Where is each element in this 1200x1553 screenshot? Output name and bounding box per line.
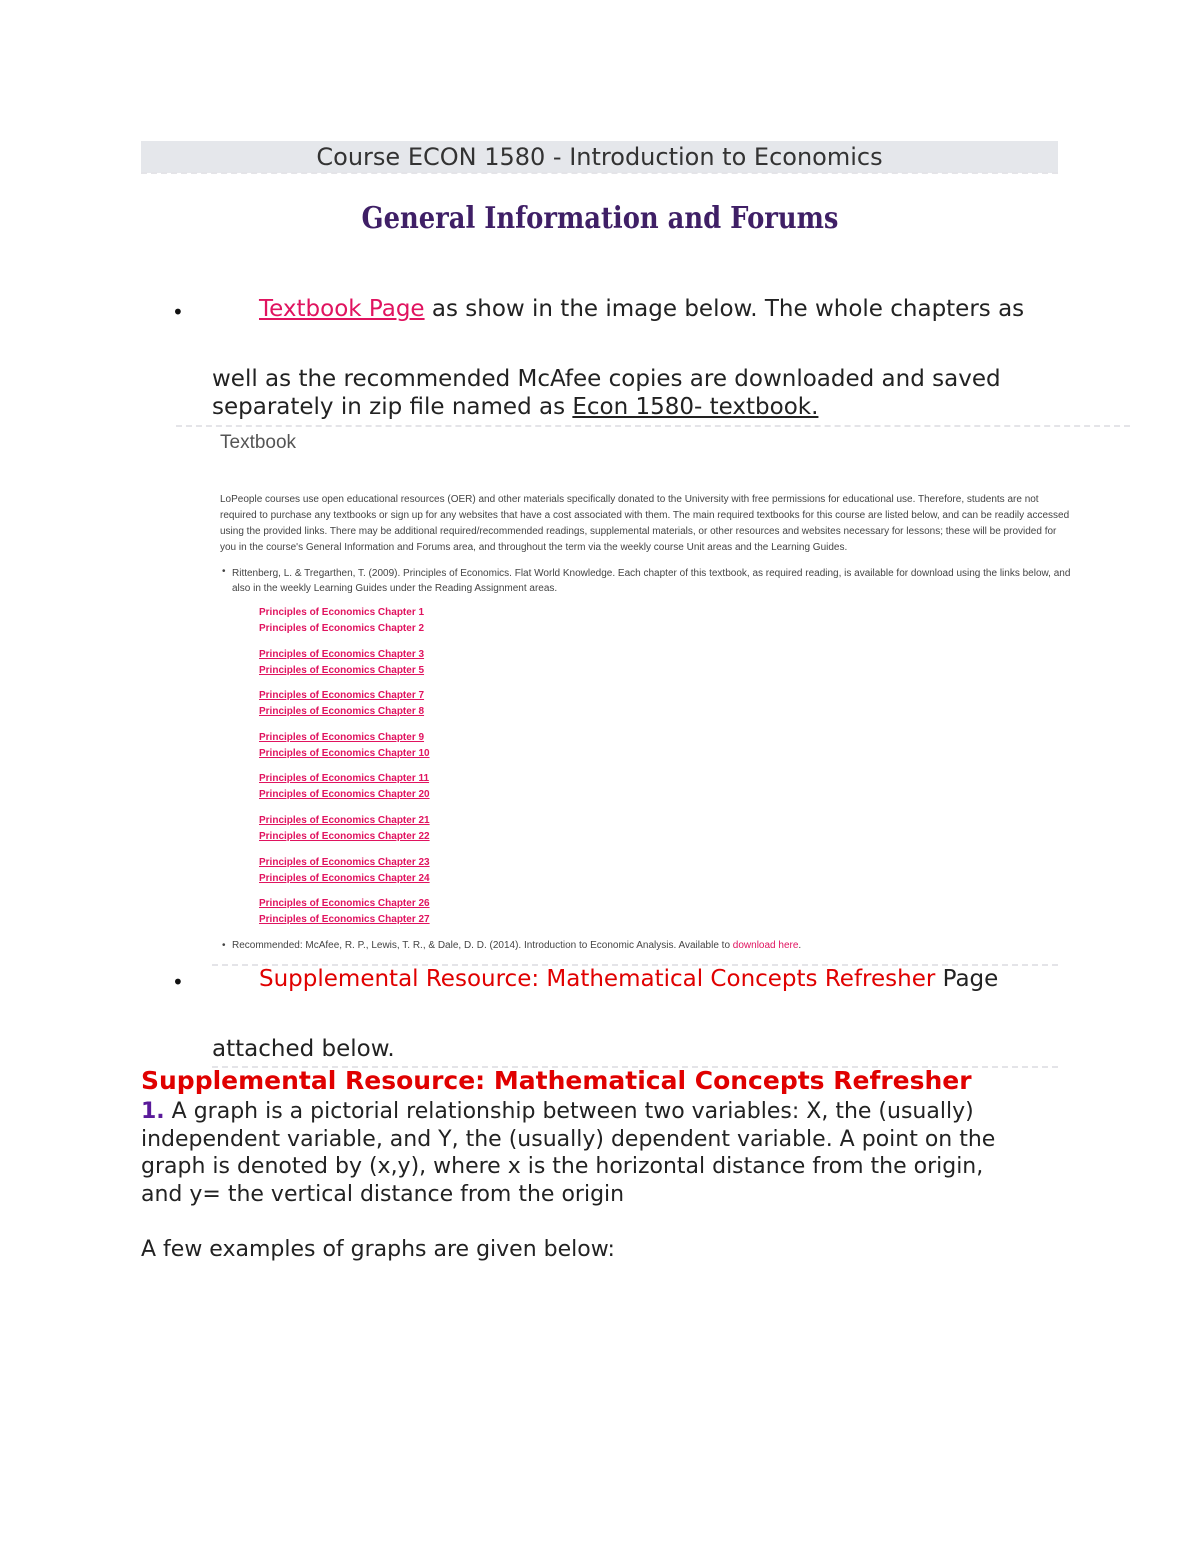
bullet2-text: Page [935, 966, 999, 992]
bullet1-line3 [212, 394, 818, 420]
section-paragraph-line: independent variable, and Y, the (usually) dependent variable. A point on the [141, 1127, 996, 1152]
chapter-link[interactable]: Principles of Economics Chapter 22 [259, 831, 430, 842]
chapter-link[interactable]: Principles of Economics Chapter 2 [259, 623, 425, 634]
item-number: 1. [141, 1099, 165, 1124]
supplemental-resource-link[interactable]: Supplemental Resource: Mathematical Concepts Refresher [259, 966, 936, 992]
bullet-icon: • [222, 940, 226, 951]
course-title: Course ECON 1580 - Introduction to Economics [316, 143, 883, 171]
bullet2-line2: attached below. [212, 1036, 395, 1062]
chapter-link[interactable]: Principles of Economics Chapter 10 [259, 748, 430, 759]
bullet1-line3-text: separately in zip file named as [212, 394, 573, 420]
chapter-link[interactable]: Principles of Economics Chapter 7 [259, 690, 425, 701]
textbook-page-link[interactable]: Textbook Page [259, 296, 425, 322]
section-paragraph-line: graph is denoted by (x,y), where x is the horizontal distance from the origin, [141, 1154, 984, 1179]
bullet-icon: • [222, 566, 226, 577]
course-header [141, 141, 1058, 173]
textbook-reference-line: Rittenberg, L. & Tregarthen, T. (2009). Principles of Economics. Flat World Knowledge. Each chapter of this textbook, as required reading, is available for download using the links below, and [232, 568, 1071, 579]
textbook-paragraph-line: LoPeople courses use open educational resources (OER) and other materials specifically donated to the University with free permissions for educational use. Therefore, students are not [220, 494, 1039, 505]
page-title: General Information and Forums [361, 201, 839, 236]
chapter-link[interactable]: Principles of Economics Chapter 8 [259, 706, 425, 717]
paragraph-text: A graph is a pictorial relationship between two variables: X, the (usually) [164, 1099, 974, 1124]
chapter-link[interactable]: Principles of Economics Chapter 3 [259, 649, 425, 660]
chapter-link[interactable]: Principles of Economics Chapter 11 [259, 773, 430, 784]
section-paragraph-line [141, 1098, 974, 1126]
bullet1-line2: well as the recommended McAfee copies are downloaded and saved [212, 366, 1001, 392]
chapter-link[interactable]: Principles of Economics Chapter 23 [259, 857, 430, 868]
econ-textbook-link[interactable]: Econ 1580- textbook. [572, 394, 819, 420]
textbook-paragraph-line: using the provided links. There may be additional required/recommended readings, supplemental materials, or other resources and websites necessary for lessons; these will be provided for [220, 526, 1057, 537]
chapter-link[interactable]: Principles of Economics Chapter 1 [259, 607, 425, 618]
bullet2-line1 [259, 966, 998, 992]
recommended-text: Recommended: McAfee, R. P., Lewis, T. R., & Dale, D. D. (2014). Introduction to Economic Analysis. Available to [232, 940, 733, 951]
divider [141, 172, 1058, 174]
chapter-link[interactable]: Principles of Economics Chapter 5 [259, 665, 425, 676]
textbook-paragraph-line: you in the course's General Information and Forums area, and throughout the term via the weekly course Unit areas and the Learning Guides. [220, 542, 848, 553]
section-paragraph-line: A few examples of graphs are given below: [141, 1237, 615, 1262]
section-title: Supplemental Resource: Mathematical Concepts Refresher [141, 1066, 972, 1095]
bullet1-line1 [259, 296, 1024, 322]
chapter-link[interactable]: Principles of Economics Chapter 24 [259, 873, 430, 884]
recommended-suffix: . [798, 940, 802, 951]
chapter-link[interactable]: Principles of Economics Chapter 9 [259, 732, 425, 743]
chapter-link[interactable]: Principles of Economics Chapter 27 [259, 914, 430, 925]
chapter-link[interactable]: Principles of Economics Chapter 20 [259, 789, 430, 800]
recommended-line [232, 938, 801, 954]
bullet-icon: • [172, 970, 184, 994]
section-paragraph-line: and y= the vertical distance from the origin [141, 1182, 625, 1207]
bullet1-text: as show in the image below. The whole chapters as [424, 296, 1025, 322]
chapter-link[interactable]: Principles of Economics Chapter 26 [259, 898, 430, 909]
textbook-reference-line: also in the weekly Learning Guides under the Reading Assignment areas. [232, 583, 558, 594]
download-here-link[interactable]: download here [732, 940, 799, 951]
bullet-icon: • [172, 300, 184, 324]
textbook-paragraph-line: required to purchase any textbooks or sign up for any websites that have a cost associated with them. The main required textbooks for this course are listed below, and can be readily accessed [220, 510, 1070, 521]
textbook-heading: Textbook [220, 432, 297, 453]
chapter-link[interactable]: Principles of Economics Chapter 21 [259, 815, 430, 826]
